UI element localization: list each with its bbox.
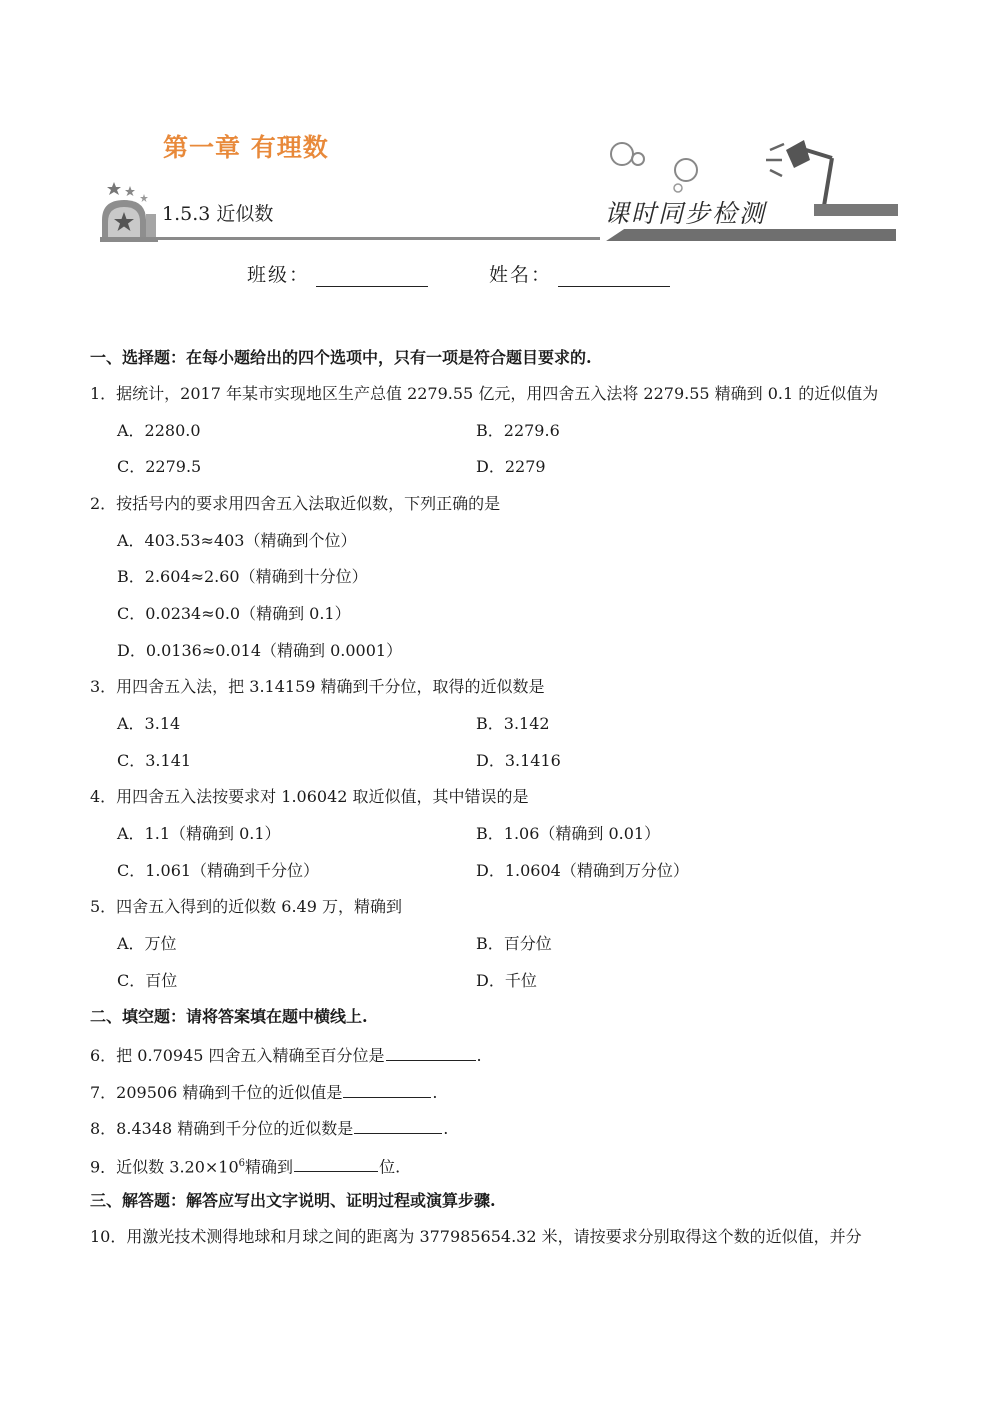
q4-option-a: A．1.1（精确到 0.1） [117, 824, 281, 843]
section-heading-choice: 一、选择题：在每小题给出的四个选项中，只有一项是符合题目要求的. [90, 348, 592, 367]
q8 [90, 1116, 448, 1140]
q4-option-c: C．1.061（精确到千分位） [117, 861, 320, 880]
q1-option-d: D．2279 [476, 457, 546, 476]
section-heading-solve: 三、解答题：解答应写出文字说明、证明过程或演算步骤. [90, 1191, 496, 1210]
name-field [489, 260, 670, 287]
banner-strip [594, 229, 896, 241]
q2-option-a: A．403.53≈403（精确到个位） [117, 531, 357, 550]
q5-stem: 5．四舍五入得到的近似数 6.49 万，精确到 [90, 897, 402, 916]
q6-text: 6．把 0.70945 四舍五入精确至百分位是 [90, 1046, 385, 1065]
q2-option-d: D．0.0136≈0.014（精确到 0.0001） [117, 641, 403, 660]
q8-answer-blank[interactable] [354, 1116, 442, 1134]
q3-option-b: B．3.142 [476, 714, 550, 733]
q1-option-b: B．2279.6 [476, 421, 560, 440]
q4-stem: 4．用四舍五入法按要求对 1.06042 取近似值，其中错误的是 [90, 787, 529, 806]
q1-stem: 1．据统计，2017 年某市实现地区生产总值 2279.55 亿元，用四舍五入法将 2279.55 精确到 0.1 的近似值为 [90, 384, 879, 403]
q9-mid: 精确到 [245, 1157, 294, 1177]
class-field [247, 260, 428, 287]
q9-text: 9．近似数 3.20×10 [90, 1157, 239, 1177]
name-input[interactable] [558, 264, 670, 287]
q7-text: 7．209506 精确到千位的近似值是 [90, 1083, 343, 1102]
q7-answer-blank[interactable] [343, 1080, 431, 1098]
q1-option-c: C．2279.5 [117, 457, 202, 476]
chapter-title: 第一章 有理数 [163, 133, 329, 162]
q7 [90, 1080, 437, 1104]
q6-end: . [476, 1046, 482, 1065]
q5-option-a: A．万位 [117, 934, 177, 953]
q9 [90, 1153, 400, 1178]
q1-option-a: A．2280.0 [117, 421, 201, 440]
q6 [90, 1043, 482, 1067]
q5-option-d: D．千位 [476, 971, 537, 990]
name-label: 姓名： [489, 264, 553, 286]
q8-text: 8．8.4348 精确到千分位的近似数是 [90, 1119, 354, 1138]
q5-option-c: C．百位 [117, 971, 178, 990]
q4-option-d: D．1.0604（精确到万分位） [476, 861, 689, 880]
q3-option-d: D．3.1416 [476, 751, 561, 770]
q3-option-a: A．3.14 [117, 714, 181, 733]
q2-stem: 2．按括号内的要求用四舍五入法取近似数，下列正确的是 [90, 494, 501, 513]
banner-divider [100, 237, 600, 240]
q3-stem: 3．用四舍五入法，把 3.14159 精确到千分位，取得的近似数是 [90, 677, 545, 696]
q8-end: . [443, 1119, 449, 1138]
class-label: 班级： [247, 264, 311, 286]
q6-answer-blank[interactable] [386, 1043, 476, 1061]
q5-option-b: B．百分位 [476, 934, 552, 953]
star-badge-icon [100, 180, 158, 242]
class-input[interactable] [316, 264, 428, 287]
q2-option-c: C．0.0234≈0.0（精确到 0.1） [117, 604, 351, 623]
q9-exponent: 6 [238, 1158, 246, 1169]
q3-option-c: C．3.141 [117, 751, 192, 770]
section-title: 1.5.3 近似数 [162, 203, 274, 225]
q2-option-b: B．2.604≈2.60（精确到十分位） [117, 567, 368, 586]
q10-stem: 10．用激光技术测得地球和月球之间的距离为 377985654.32 米，请按要求分别取得这个数的近似值，并分 [90, 1227, 862, 1246]
q9-answer-blank[interactable] [294, 1154, 378, 1172]
brand-title: 课时同步检测 [604, 199, 767, 228]
q9-end: 位. [379, 1157, 401, 1177]
q7-end: . [432, 1083, 438, 1102]
section-heading-fill: 二、填空题：请将答案填在题中横线上. [90, 1007, 368, 1026]
q4-option-b: B．1.06（精确到 0.01） [476, 824, 661, 843]
